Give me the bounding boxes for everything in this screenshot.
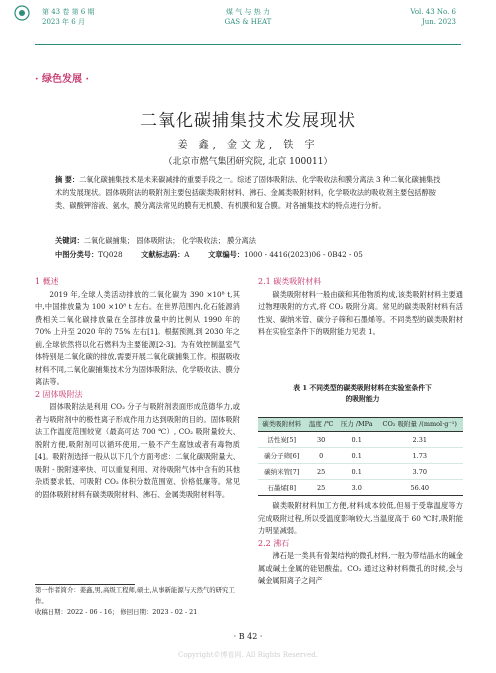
paper-title: 二氧化碳捕集技术发展现状: [140, 111, 356, 131]
clc-value: TQ028: [98, 250, 123, 259]
table-header: CO₂ 吸附量 /(mmol·g⁻¹): [376, 418, 463, 432]
header-volume: 第 43 卷 第 6 期 2023 年 6 月: [42, 8, 95, 26]
table-header: 碳类吸附材料: [258, 418, 305, 432]
table-cell: 2.31: [376, 432, 463, 448]
journal-header: [0, 0, 496, 48]
header-rule: [35, 44, 461, 45]
heading-solid-adsorption: 2 固体吸附法: [35, 389, 83, 399]
paragraph-carbon-adsorbents: 碳类吸附材料一般由碳和其他物质构成,该类吸附材料主要通过物理吸附的方式,将 CO₂ 吸附分离。常见的碳类吸附材料有活性炭、碳纳米管、碳分子筛和石墨烯等。不同类型的碳类吸附材料在实验室条件下的吸附能力见表 1。: [258, 289, 463, 336]
table-cell: 石墨烯[8]: [258, 480, 305, 496]
table-cell: 0.1: [337, 448, 377, 464]
right-column: [258, 276, 463, 339]
table-row: [258, 480, 463, 496]
paper-authors: 姜 鑫, 金文龙, 铁 宇: [177, 140, 319, 151]
table-cell: 0.1: [337, 464, 377, 480]
copyright-watermark: Copyright©博看网. All Rights Reserved.: [177, 651, 319, 659]
table-cell: 0.1: [337, 432, 377, 448]
table-row: [258, 432, 463, 448]
header-volume-en: Vol. 43 No. 6 Jun. 2023: [410, 8, 456, 26]
table-caption-line2: 的吸附能力: [345, 395, 380, 403]
paper-affiliation: （北京市燃气集团研究院, 北京 100011）: [163, 157, 333, 167]
table-cell: 30: [305, 432, 336, 448]
right-column-lower: [258, 500, 463, 588]
paragraph-solid-adsorption: 固体吸附法是利用 CO₂ 分子与吸附剂表面形成范德华力,或者与吸附剂中的极性离子形成作用力达到吸附的目的。固体吸附法工作温度范围较宽（最高可达 700 ℃）, CO₂ 吸附量较大、脱附方便,吸附剂可以循环使用,一般不产生腐蚀或者有毒物质[4]。吸附剂选择一般从以下几个方面考虑：二氧化碳吸附量大、吸附 - 脱附速率快、可以重复利用、对待吸附气体中含有的其他杂质要求低、可吸附 CO₂ 体积分数范围宽、价格低廉等。常见的固体吸附材料有碳类吸附材料、沸石、金属类吸附材料等。: [35, 402, 240, 499]
keywords-text: 二氧化碳捕集； 固体吸附法； 化学吸收法； 膜分离法: [83, 236, 256, 245]
table-cell: 3.70: [376, 464, 463, 480]
page-number: · B 42 ·: [233, 632, 263, 641]
table-cell: 25: [305, 480, 336, 496]
paragraph-zeolite: 沸石是一类具有骨架结构的微孔材料,一般为带结晶水的碱金属或碱土金属的硅铝酸盐。CO₂ 通过这种材料微孔的时候,会与碱金属阳离子之间产: [258, 551, 463, 585]
header-journal-name: 煤 气 与 热 力 GAS & HEAT: [224, 8, 272, 26]
heading-carbon-adsorbents: 2.1 碳类吸附材料: [258, 277, 322, 286]
table-cell: 碳分子筛[6]: [258, 448, 305, 464]
paragraph-overview: 2019 年,全球人类活动排放的二氧化碳为 390 ×10⁸ t,其中,中国排放量为 100 ×10⁸ t 左右。在世界范围内,化石能源消费相关二氧化碳排放量在全部排放量中的比例从 1990 年的 70% 上升至 2020 年的 75% 左右[1]。根据预测,到 2030 年之前,全球依然将以化石燃料为主要能源[2-3]。为有效控制温室气体特别是二氧化碳的排放,需要开展二氧化碳捕集工作。根据吸收材料不同,二氧化碳捕集技术分为固体吸附法、化学吸收法、膜分离法等。: [35, 289, 240, 386]
table-cell: 0: [305, 448, 336, 464]
table-header-row: [258, 418, 463, 432]
abstract: [55, 173, 445, 212]
table-cell: 活性炭[5]: [258, 432, 305, 448]
section-tag: · 绿色发展 ·: [35, 74, 89, 85]
abstract-text: 二氧化碳捕集技术是未来碳减排的重要手段之一。综述了固体吸附法、化学吸收法和膜分离法 3 种二氧化碳捕集技术的发展现状。固体吸附法的吸附剂主要包括碳类吸附材料、沸石、金属类吸附材料，化学吸收法的吸收剂主要包括醇胺类、碳酸钾溶液、氨水，膜分离法常见的膜有无机膜、有机膜和复合膜。对各捕集技术的特点进行分析。: [55, 175, 441, 210]
heading-zeolite: 2.2 沸石: [258, 538, 290, 548]
table-header: 温度 /℃: [305, 418, 336, 432]
adsorption-table: [258, 417, 463, 496]
paragraph-carbon-properties: 碳类吸附材料加工方便,材料成本较低,但易于受靠温度等方完成吸附过程,所以受温度影响较大,当温度高于 60 ℃时,吸附能力明显减弱。: [258, 501, 463, 535]
doc-code-value: A: [184, 250, 190, 259]
table-cell: 3.0: [337, 480, 377, 496]
keywords: [55, 236, 256, 246]
table-caption-line1: 表 1 不同类型的碳类吸附材料在实验室条件下: [293, 384, 432, 392]
table-cell: 1.73: [376, 448, 463, 464]
table-cell: 碳纳米管[7]: [258, 464, 305, 480]
article-number-label: 文章编号：: [208, 250, 245, 259]
table-cell: 56.40: [376, 480, 463, 496]
clc-label: 中图分类号：: [55, 250, 99, 259]
keywords-label: 关键词：: [55, 236, 84, 245]
footnote-dates: 收稿日期：2022 - 06 - 16； 修回日期：2023 - 02 - 21: [35, 608, 198, 616]
article-number-value: 1000 - 4416(2023)06 - 0B42 - 05: [244, 250, 363, 259]
classification: [55, 250, 363, 260]
heading-overview: 1 概述: [35, 277, 59, 286]
table-row: [258, 464, 463, 480]
table-cell: 25: [305, 464, 336, 480]
doc-code-label: 文献标志码：: [141, 250, 185, 259]
footnote: [35, 585, 235, 618]
table-caption: [260, 383, 465, 405]
left-column: [35, 276, 240, 501]
abstract-label: 摘 要：: [55, 175, 80, 184]
footnote-author: 第一作者简介：姜鑫,男,高级工程师,硕士,从事新能源与天然气的研究工作。: [35, 586, 235, 605]
table-row: [258, 448, 463, 464]
table-header: 压力 /MPa: [337, 418, 377, 432]
